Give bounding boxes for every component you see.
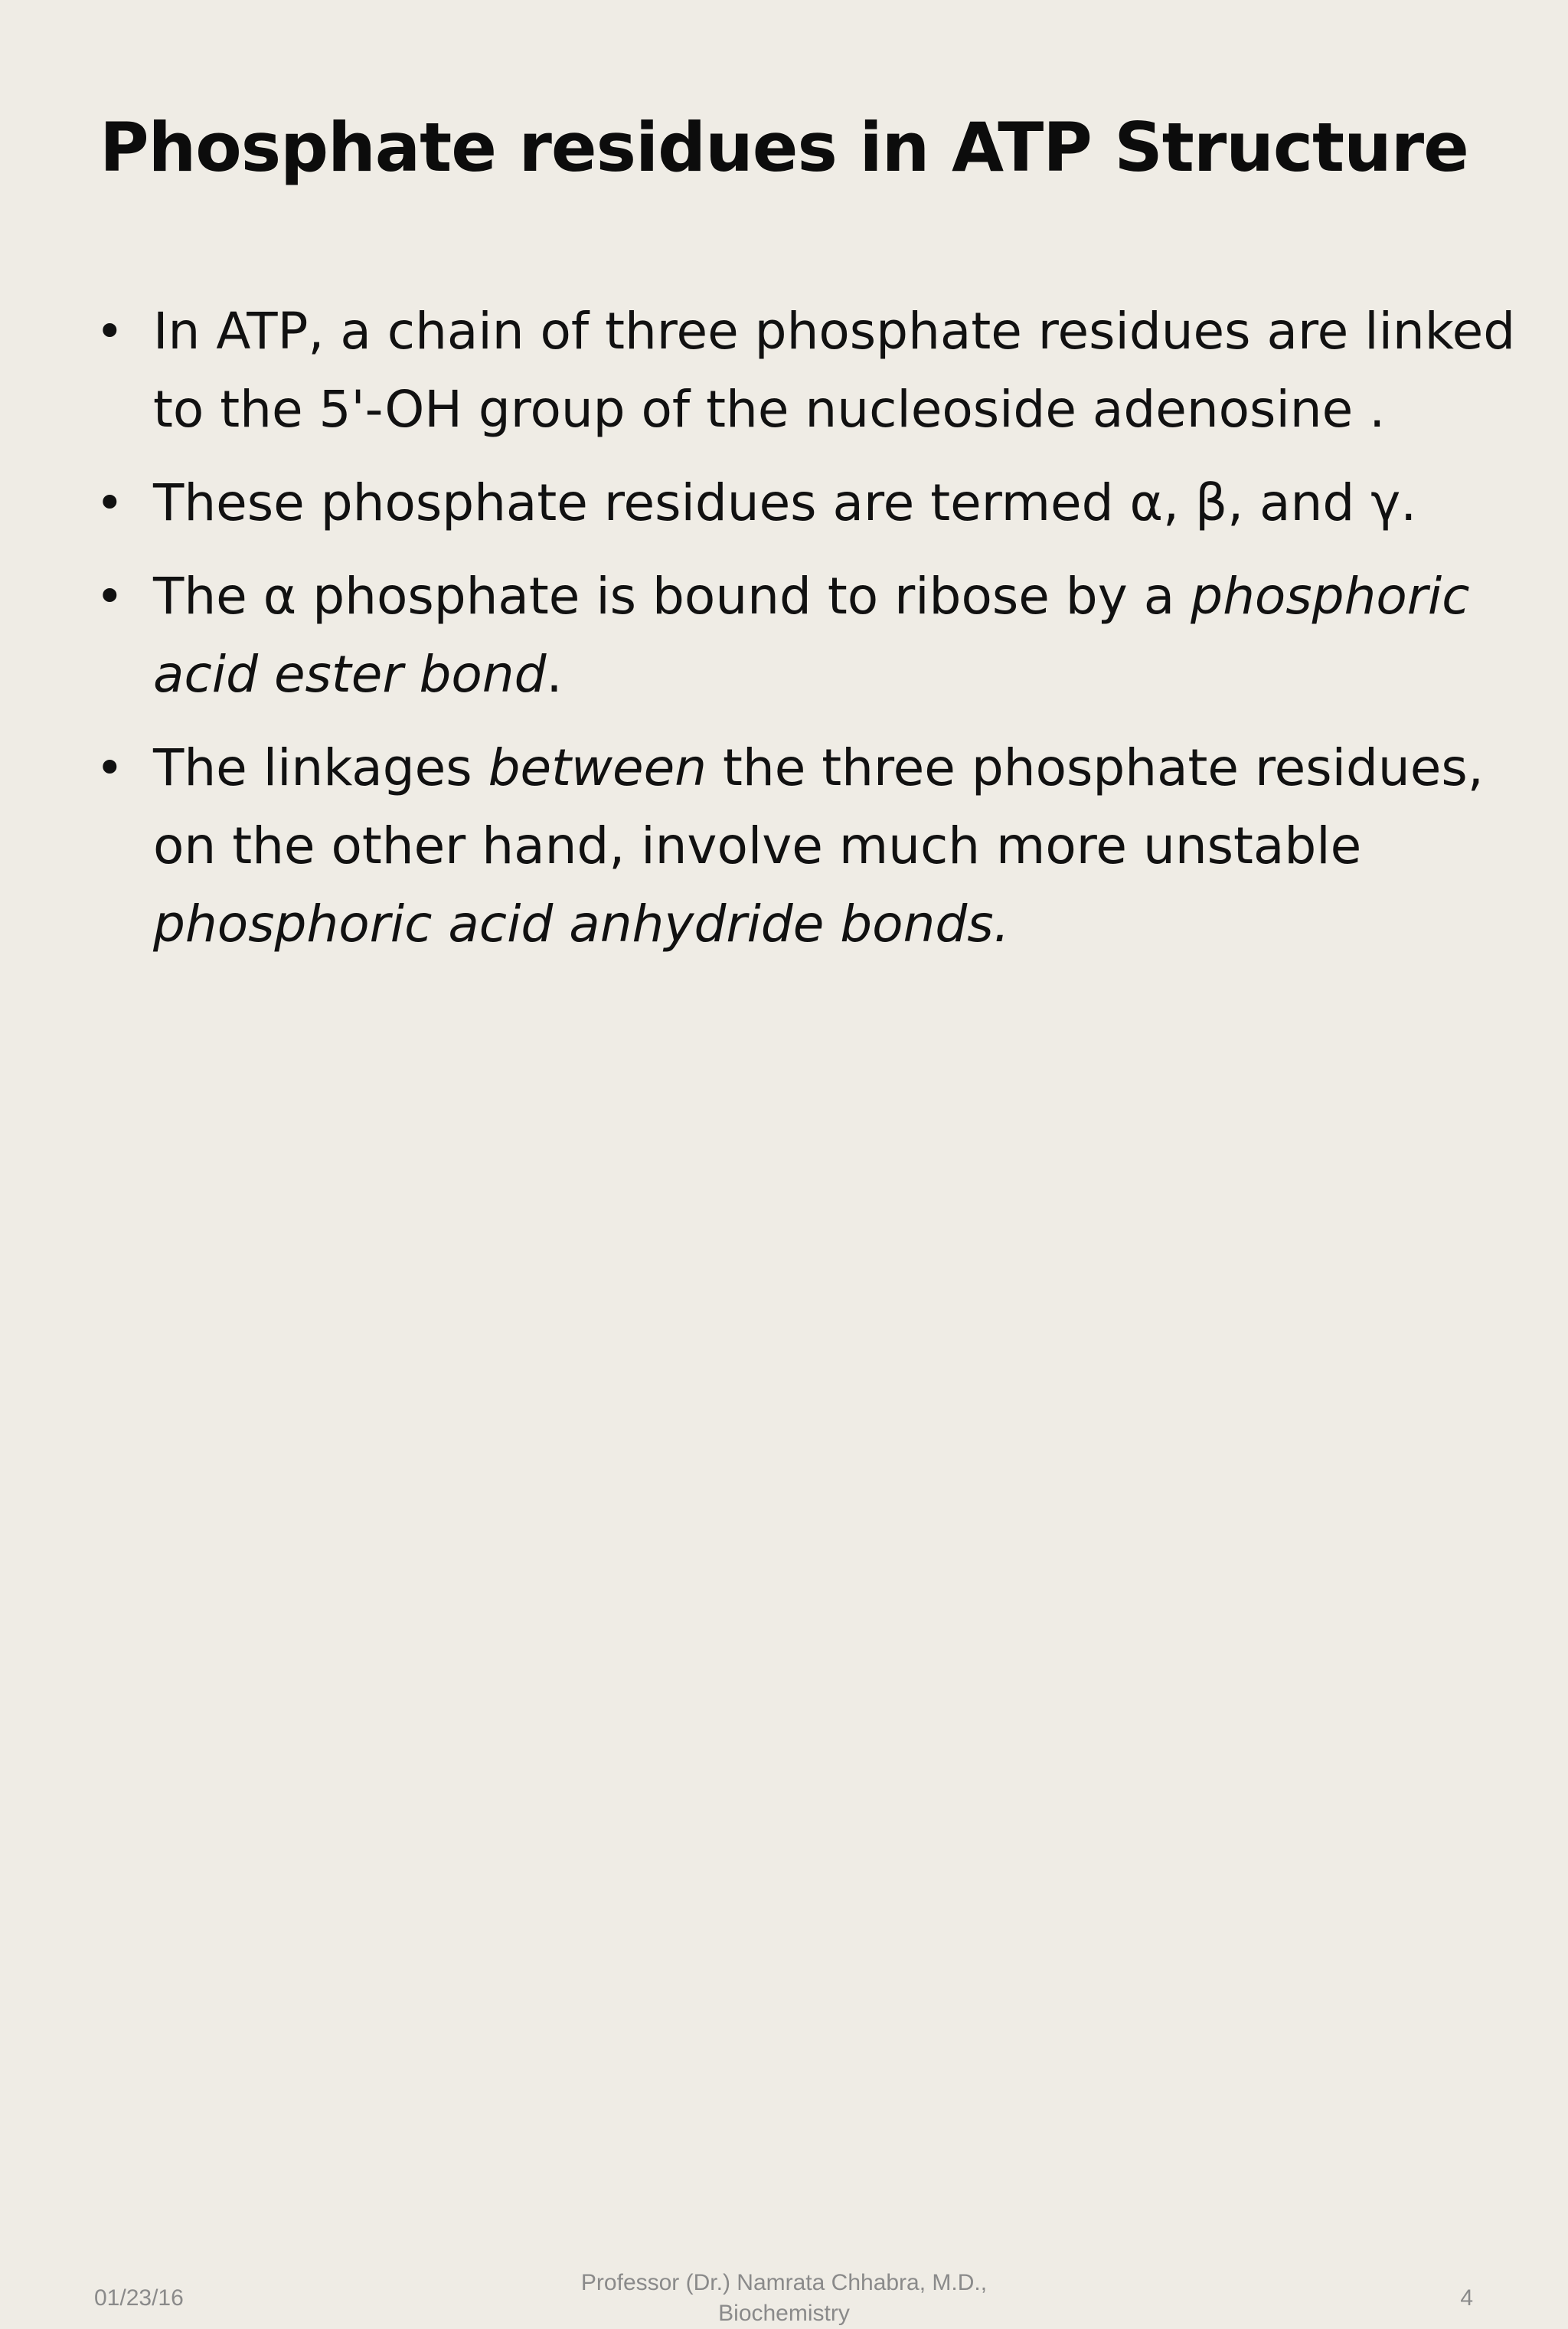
footer-date: 01/23/16: [94, 2285, 184, 2311]
slide-title: Phosphate residues in ATP Structure: [100, 108, 1468, 187]
italic-term: between: [488, 738, 707, 797]
page-number: 4: [1460, 2285, 1473, 2311]
bullet-item-2: [92, 464, 1531, 542]
bullet-icon: •: [96, 303, 124, 359]
bullet-text: The linkages between the three phosphate residues, on the other hand, involve much more unstable phosphoric acid anhydride bonds.: [153, 738, 1484, 954]
bullet-item-1: [92, 293, 1531, 449]
bullet-item-4: [92, 729, 1531, 963]
bullet-item-3: [92, 558, 1531, 714]
italic-term: phosphoric acid anhydride bonds.: [153, 895, 1010, 954]
bullet-icon: •: [96, 475, 124, 531]
footer-author-line2: Biochemistry: [718, 2301, 850, 2326]
bullet-text: These phosphate residues are termed α, β, and γ.: [153, 473, 1417, 532]
footer-author-line1: Professor (Dr.) Namrata Chhabra, M.D.,: [580, 2270, 988, 2295]
bullet-icon: •: [96, 568, 124, 624]
footer-author: [478, 2268, 1090, 2329]
bullet-text: In ATP, a chain of three phosphate residues are linked to the 5'-OH group of the nucleoside adenosine .: [153, 302, 1516, 439]
bullet-icon: •: [96, 740, 124, 796]
bullet-text: The α phosphate is bound to ribose by a phosphoric acid ester bond.: [153, 567, 1470, 704]
bullet-list: [92, 293, 1531, 979]
italic-term: phosphoric acid ester bond: [153, 567, 1470, 704]
